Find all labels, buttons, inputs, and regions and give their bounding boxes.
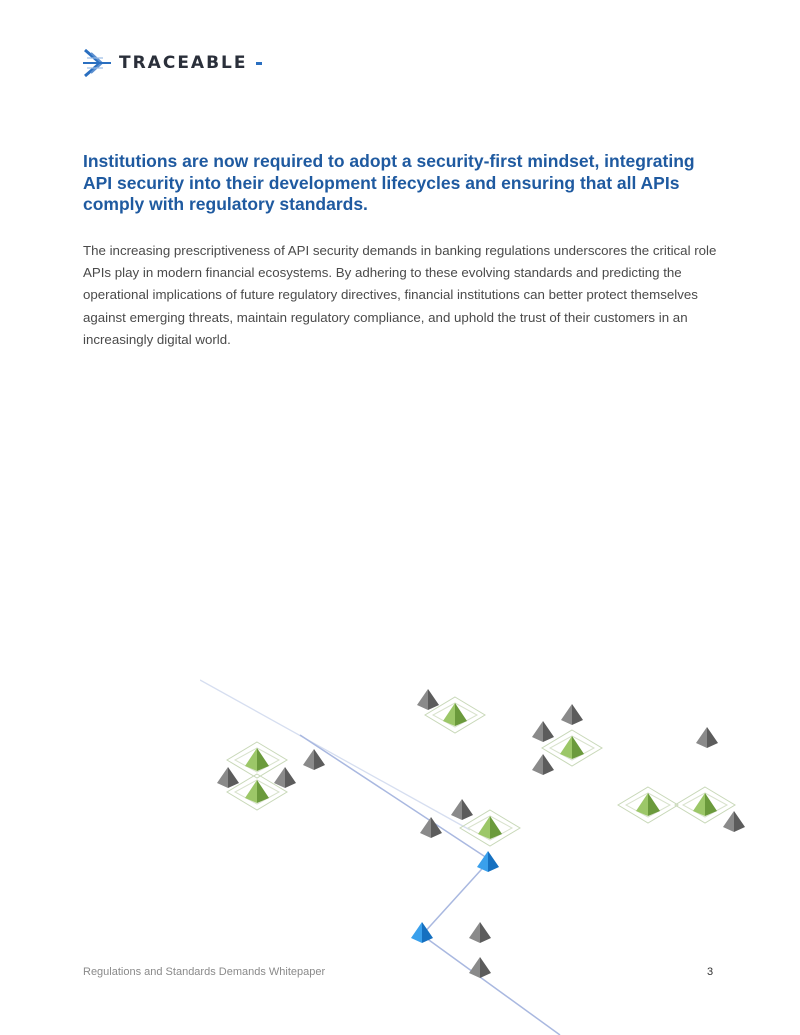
network-pyramids-illustration — [200, 660, 780, 1035]
page-number: 3 — [707, 966, 714, 978]
body-paragraph: The increasing prescriptiveness of API security demands in banking regulations underscores the critical role APIs play in modern financial ecosystems. By adhering to these evolving standards and predicting the operational implications of future regulatory directives, financial institutions can better protect themselves against emerging threats, maintain regulatory compliance, and uphold the trust of their customers in an increasingly digital world. — [83, 243, 717, 347]
brand-logo — [83, 47, 262, 79]
traceable-chevron-icon — [83, 47, 113, 79]
footer-document-title: Regulations and Standards Demands Whitepaper — [83, 966, 326, 978]
brand-name: TRACEABLE — [119, 53, 248, 73]
brand-accent-mark — [256, 62, 262, 65]
page-headline: Institutions are now required to adopt a security-first mindset, integrating API security into their development lifecycles and ensuring that all APIs comply with regulatory standards. — [83, 151, 695, 214]
